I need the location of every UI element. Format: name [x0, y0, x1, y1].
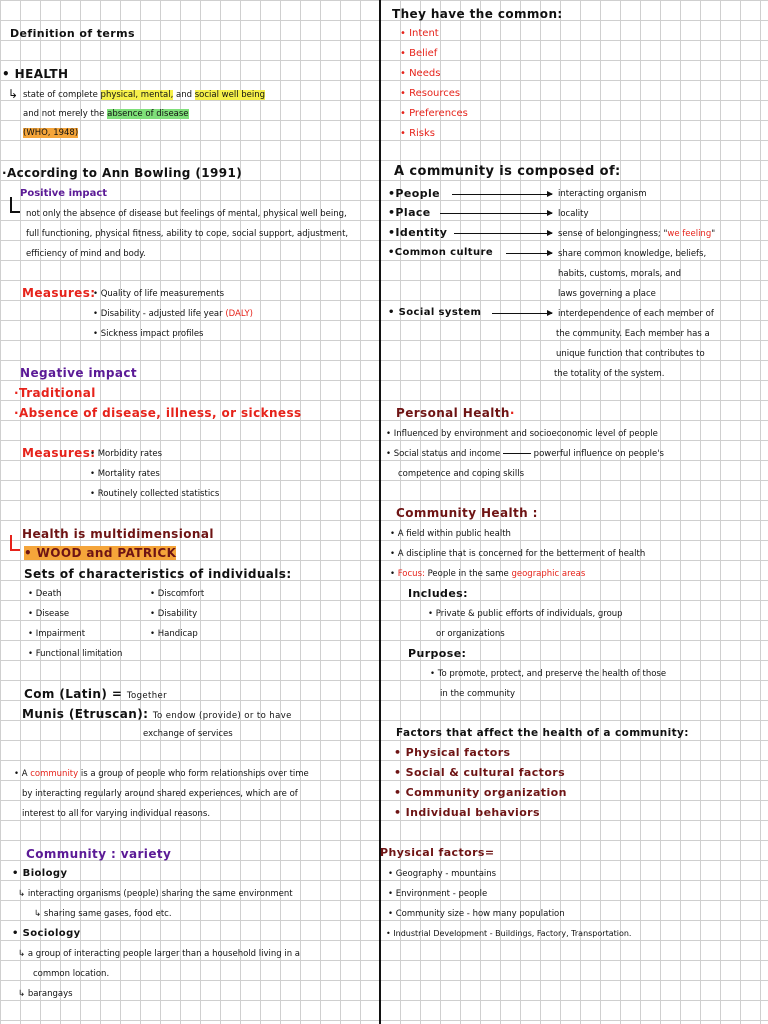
common-heading: They have the common:: [392, 7, 563, 21]
common-preferences: • Preferences: [400, 108, 468, 119]
common-belief: • Belief: [400, 48, 438, 59]
factor-physical: • Physical factors: [394, 746, 511, 759]
multidim-hook-icon: [10, 535, 20, 551]
sociology-line1: ↳ a group of interacting people larger than a household living in a: [18, 949, 301, 959]
char-discomfort: • Discomfort: [150, 589, 205, 599]
measure-qol: • Quality of life measurements: [93, 289, 225, 299]
arrow-icon: [506, 253, 552, 254]
arrow-icon: [492, 313, 552, 314]
highlight-absence: absence of disease: [107, 109, 189, 119]
positive-hook-icon: [10, 197, 20, 213]
sets-heading: Sets of characteristics of individuals:: [24, 567, 292, 581]
common-resources: • Resources: [400, 88, 461, 99]
common-risks: • Risks: [400, 128, 436, 139]
variety-heading: Community : variety: [26, 847, 172, 861]
measure-sip: • Sickness impact profiles: [93, 329, 204, 339]
char-disease: • Disease: [28, 609, 70, 619]
factors-heading: Factors that affect the health of a community:: [396, 727, 689, 739]
includes-label: Includes:: [408, 587, 468, 600]
positive-line1: not only the absence of disease but feelings of mental, physical well being,: [26, 209, 347, 219]
community-def-line3: interest to all for varying individual reasons.: [22, 809, 211, 819]
munis-meaning-cont: exchange of services: [143, 729, 233, 739]
traditional-label: ·Traditional: [14, 386, 96, 400]
sociology-label: • Sociology: [12, 928, 81, 939]
personal-line2: • Social status and income powerful influence on people's: [386, 449, 664, 459]
composed-people-desc: interacting organism: [558, 189, 647, 199]
wood-patrick: • WOOD and PATRICK: [24, 546, 177, 560]
composed-place-desc: locality: [558, 209, 589, 219]
char-death: • Death: [28, 589, 62, 599]
biology-line1: ↳ interacting organisms (people) sharing the same environment: [18, 889, 293, 899]
physical-environment: • Environment - people: [388, 889, 488, 899]
bowling-heading: ·According to Ann Bowling (1991): [2, 166, 243, 180]
positive-impact-heading: Positive impact: [20, 188, 108, 199]
physical-factors-heading: Physical factors=: [380, 846, 495, 859]
factor-social: • Social & cultural factors: [394, 766, 566, 779]
community-health-focus: • Focus: People in the same geographic areas: [390, 569, 586, 579]
hook-icon: ↳: [8, 87, 19, 101]
composed-culture-cont1: habits, customs, morals, and: [558, 269, 682, 279]
includes-line1: • Private & public efforts of individuals, group: [428, 609, 623, 619]
community-health-line1: • A field within public health: [390, 529, 511, 539]
purpose-line1: • To promote, protect, and preserve the health of those: [430, 669, 667, 679]
personal-line3: competence and coping skills: [398, 469, 525, 479]
dash-line-icon: [503, 453, 531, 454]
includes-line2: or organizations: [436, 629, 505, 639]
composed-identity-desc: sense of belongingness; "we feeling": [558, 229, 716, 239]
health-citation: (WHO, 1948): [23, 128, 79, 138]
arrow-icon: [440, 213, 552, 214]
common-intent: • Intent: [400, 28, 439, 39]
multidim-heading: Health is multidimensional: [22, 527, 214, 541]
composed-system: • Social system: [388, 307, 482, 318]
composed-culture-cont2: laws governing a place: [558, 289, 656, 299]
composed-culture: •Common culture: [388, 247, 493, 258]
composed-heading: A community is composed of:: [394, 164, 621, 179]
composed-culture-desc: share common knowledge, beliefs,: [558, 249, 707, 259]
highlight-social-wellbeing: social well being: [194, 90, 266, 100]
highlight-physical-mental: physical, mental,: [100, 90, 174, 100]
common-needs: • Needs: [400, 68, 441, 79]
community-health-heading: Community Health :: [396, 506, 538, 520]
positive-line2: full functioning, physical fitness, ability to cope, social support, adjustment,: [26, 229, 349, 239]
biology-line2: ↳ sharing same gases, food etc.: [34, 909, 172, 919]
sociology-line2: common location.: [33, 969, 110, 979]
measure-statistics: • Routinely collected statistics: [90, 489, 220, 499]
composed-system-cont2: unique function that contributes to: [556, 349, 705, 359]
physical-industrial: • Industrial Development - Buildings, Factory, Transportation.: [386, 929, 632, 938]
purpose-line2: in the community: [440, 689, 516, 699]
composed-system-cont3: the totality of the system.: [554, 369, 665, 379]
composed-people: •People: [388, 187, 441, 200]
health-heading: • HEALTH: [2, 67, 69, 81]
community-def-line1: • A community is a group of people who form relationships over time: [14, 769, 309, 779]
munis-etruscan: Munis (Etruscan): To endow (provide) or to have: [22, 707, 292, 721]
char-impairment: • Impairment: [28, 629, 86, 639]
measures-label-positive: Measures:: [22, 286, 96, 300]
absence-line: ·Absence of disease, illness, or sickness: [14, 406, 302, 420]
factor-organization: • Community organization: [394, 786, 567, 799]
physical-community-size: • Community size - how many population: [388, 909, 565, 919]
composed-identity: •Identity: [388, 226, 448, 239]
personal-health-heading: Personal Health·: [396, 406, 515, 420]
measure-daly: • Disability - adjusted life year (DALY): [93, 309, 253, 319]
composed-system-cont1: the community. Each member has a: [556, 329, 710, 339]
char-disability: • Disability: [150, 609, 198, 619]
page-title: Definition of terms: [10, 27, 135, 40]
factor-behaviors: • Individual behaviors: [394, 806, 540, 819]
arrow-icon: [452, 194, 552, 195]
arrow-icon: [454, 233, 552, 234]
char-functional: • Functional limitation: [28, 649, 123, 659]
purpose-label: Purpose:: [408, 647, 467, 660]
physical-geography: • Geography - mountains: [388, 869, 497, 879]
health-def-line2: and not merely the absence of disease: [23, 109, 189, 119]
biology-label: • Biology: [12, 868, 68, 879]
positive-line3: efficiency of mind and body.: [26, 249, 146, 259]
negative-impact-heading: Negative impact: [20, 366, 138, 380]
measure-morbidity: • Morbidity rates: [90, 449, 163, 459]
community-health-line2: • A discipline that is concerned for the betterment of health: [390, 549, 646, 559]
measures-label-negative: Measures:: [22, 446, 96, 460]
community-def-line2: by interacting regularly around shared experiences, which are of: [22, 789, 298, 799]
char-handicap: • Handicap: [150, 629, 198, 639]
health-def-line1: state of complete physical, mental, and social well being: [23, 90, 266, 100]
sociology-line3: ↳ barangays: [18, 989, 73, 999]
personal-line1: • Influenced by environment and socioeconomic level of people: [386, 429, 658, 439]
measure-mortality: • Mortality rates: [90, 469, 160, 479]
com-latin: Com (Latin) = Together: [24, 687, 168, 701]
composed-place: •Place: [388, 206, 431, 219]
column-divider: [379, 0, 381, 1024]
composed-system-desc: interdependence of each member of: [558, 309, 714, 319]
